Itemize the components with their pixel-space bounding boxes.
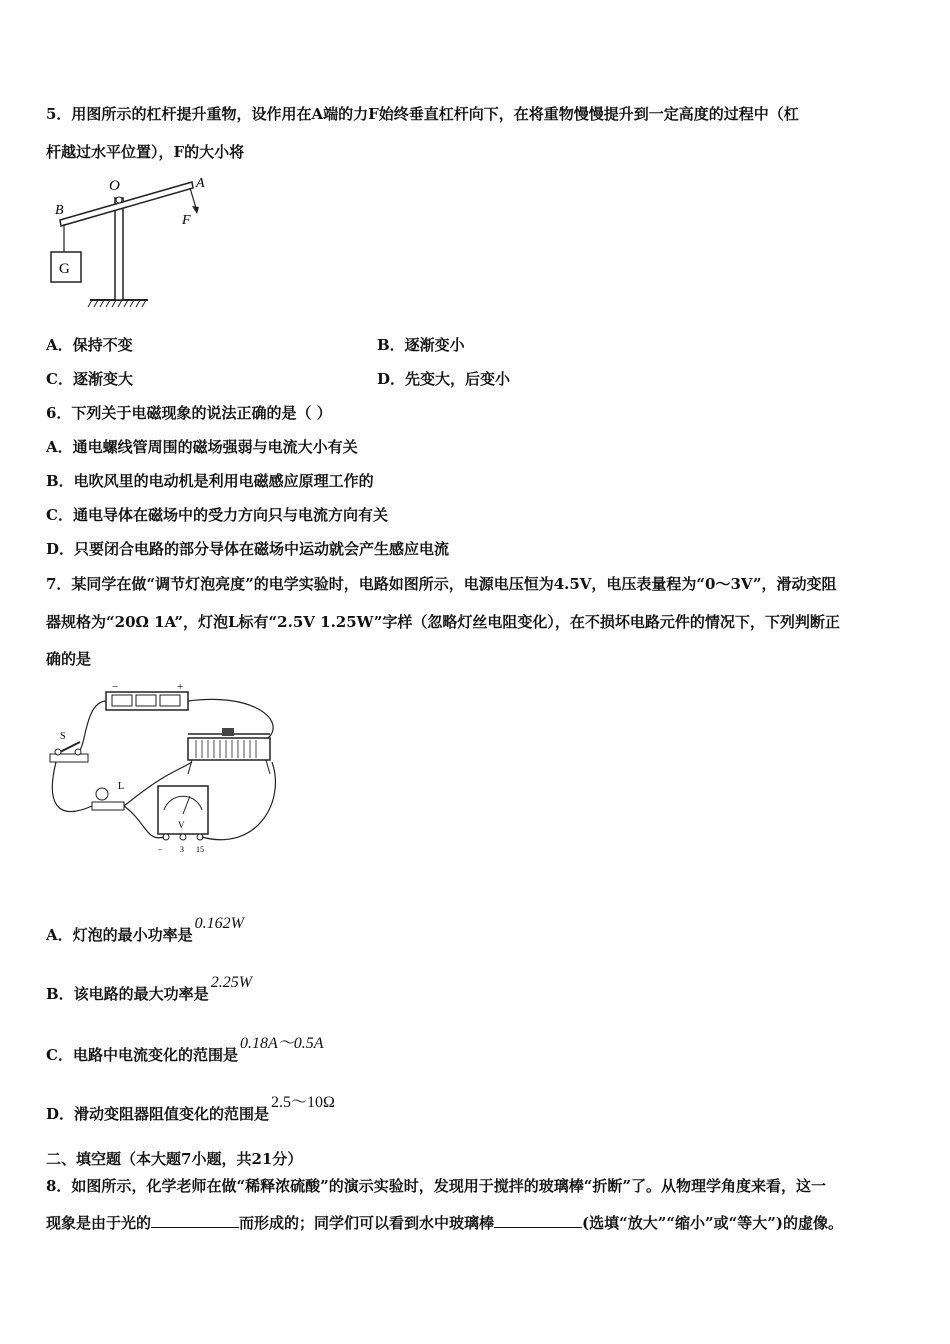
q8-blank-2[interactable] <box>494 1213 582 1228</box>
q8-text-part1: 现象是由于光的 <box>46 1214 152 1232</box>
terminal-15-label: 15 <box>196 845 204 854</box>
voltmeter-label: V <box>178 820 185 830</box>
q8-text-part3: (选填“放大”“缩小”或“等大”)的虚像。 <box>582 1214 843 1232</box>
lever-figure <box>46 170 236 310</box>
battery-minus-label: − <box>112 682 119 693</box>
q7-option-b <box>46 974 253 1004</box>
section-heading: 二、填空题（本大题7小题，共21分） <box>46 1150 303 1168</box>
q7-stem-line3: 确的是 <box>46 650 92 668</box>
q8-blank-1[interactable] <box>151 1213 239 1228</box>
q5-option-c: C．逐渐变大 <box>46 370 133 388</box>
terminal-minus-label: − <box>158 845 163 854</box>
q7-option-c-value: 0.18A～0.5A <box>239 1035 324 1052</box>
q7-option-d-value: 2.5～10Ω <box>271 1094 335 1111</box>
circuit-figure <box>46 682 286 857</box>
q7-option-a-value: 0.162W <box>194 915 244 932</box>
q7-option-d <box>46 1094 335 1124</box>
q5-option-b: B．逐渐变小 <box>377 336 465 354</box>
q7-option-c-text: C．电路中电流变化的范围是 <box>46 1046 238 1064</box>
q5-stem-line1: 5．用图所示的杠杆提升重物，设作用在A端的力F始终垂直杠杆向下，在将重物慢慢提升到一定高度的过程中（杠 <box>46 105 799 123</box>
q7-stem-line1: 7．某同学在做“调节灯泡亮度”的电学实验时，电路如图所示，电源电压恒为4.5V，电压表量程为“0～3V”，滑动变阻 <box>46 575 837 593</box>
battery-plus-label: + <box>177 682 184 693</box>
point-a-label: A <box>196 176 205 191</box>
q8-stem-line1: 8．如图所示，化学老师在做“稀释浓硫酸”的演示实验时，发现用于搅拌的玻璃棒“折断”了。从物理学角度来看，这一 <box>46 1177 826 1195</box>
q7-stem-line2: 器规格为“20Ω 1A”，灯泡L标有“2.5V 1.25W”字样（忽略灯丝电阻变化），在不损坏电路元件的情况下，下列判断正 <box>46 613 840 631</box>
q6-option-b: B．电吹风里的电动机是利用电磁感应原理工作的 <box>46 472 374 490</box>
q7-option-a-text: A．灯泡的最小功率是 <box>46 926 193 944</box>
pivot-label: O <box>109 178 120 194</box>
lamp-label: L <box>118 781 125 792</box>
q6-option-d: D．只要闭合电路的部分导体在磁场中运动就会产生感应电流 <box>46 540 450 558</box>
q6-stem: 6．下列关于电磁现象的说法正确的是（ ） <box>46 404 332 422</box>
switch-label: S <box>60 731 66 742</box>
force-label: F <box>182 213 191 228</box>
point-b-label: B <box>55 203 64 218</box>
q6-option-c: C．通电导体在磁场中的受力方向只与电流方向有关 <box>46 506 388 524</box>
weight-label: G <box>59 261 70 277</box>
q7-option-d-text: D．滑动变阻器阻值变化的范围是 <box>46 1105 270 1123</box>
q7-option-b-text: B．该电路的最大功率是 <box>46 985 209 1003</box>
q7-option-b-value: 2.25W <box>210 974 253 991</box>
q7-option-c <box>46 1035 324 1065</box>
q5-option-a: A．保持不变 <box>46 336 133 354</box>
terminal-3-label: 3 <box>180 845 184 854</box>
q5-option-d: D．先变大，后变小 <box>377 370 511 388</box>
q5-stem-line2: 杆越过水平位置），F的大小将 <box>46 143 245 161</box>
q8-text-part2: 而形成的；同学们可以看到水中玻璃棒 <box>239 1214 495 1232</box>
q8-stem-line2 <box>46 1212 843 1233</box>
q7-option-a <box>46 915 244 945</box>
q6-option-a: A．通电螺线管周围的磁场强弱与电流大小有关 <box>46 438 358 456</box>
